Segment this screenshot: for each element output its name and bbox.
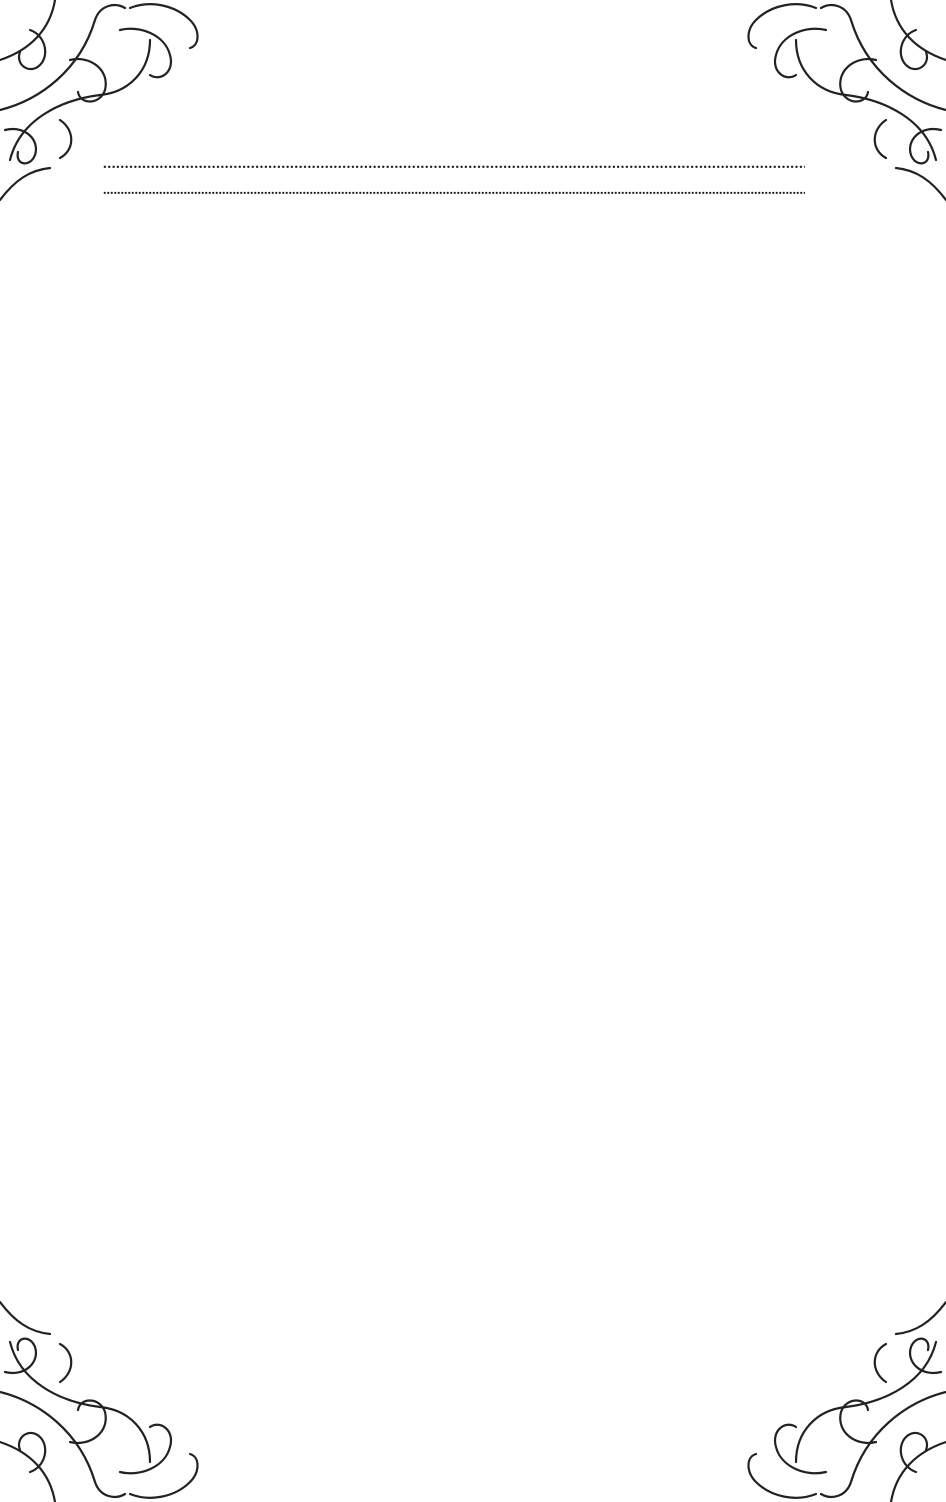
- section-heading[interactable]: [103, 178, 805, 204]
- corner-ornament-bottom-left: [0, 1272, 230, 1502]
- corner-ornament-bottom-right: [716, 1272, 946, 1502]
- part-heading: [103, 150, 805, 178]
- leader-dots: [103, 178, 805, 204]
- part-title-line2[interactable]: [103, 150, 805, 178]
- floral-ornament-icon: [0, 1272, 230, 1502]
- table-of-contents: [103, 136, 805, 204]
- leader-dots: [103, 150, 805, 178]
- floral-ornament-icon: [716, 1272, 946, 1502]
